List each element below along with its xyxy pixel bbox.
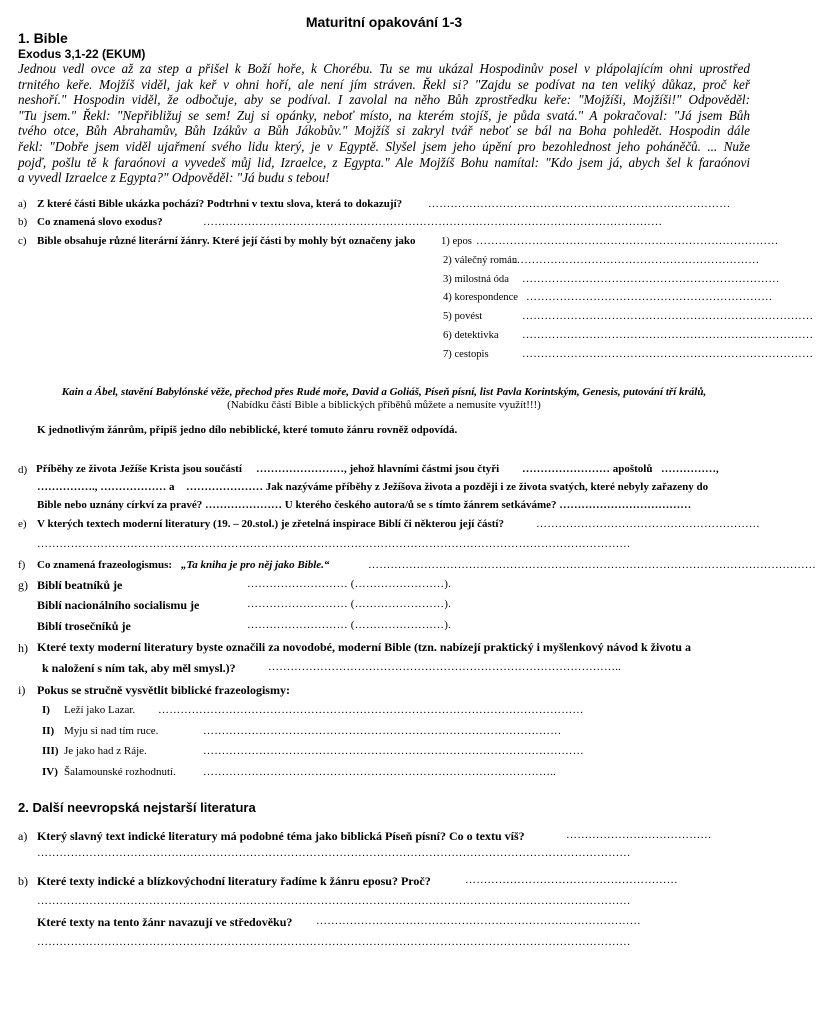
answer-line[interactable]: ……………………… (……………………). <box>247 619 452 631</box>
question-a-text: Z které části Bible ukázka pochází? Podtrhni v textu slova, která to dokazují? <box>37 198 403 210</box>
offer-note: (Nabídku částí Bible a biblických příběhů můžete a nemusíte využít!!!) <box>227 399 541 411</box>
question-c-text: Bible obsahuje různé literární žánry. Které její části by mohly být označeny jako <box>37 235 416 247</box>
answer-line[interactable]: ……………, <box>661 463 719 475</box>
genre-label: 2) válečný román <box>443 255 518 266</box>
answer-line[interactable]: ………………………………… <box>566 829 712 841</box>
bible-of-label: Biblí nacionálního socialismu je <box>37 598 200 612</box>
answer-line[interactable]: ……………………………………………………………………… <box>476 235 779 247</box>
question-b-text: Co znamená slovo exodus? <box>37 216 163 228</box>
question-marker: g) <box>18 578 28 592</box>
answer-line[interactable]: …………………………………………………………………………………………………… <box>158 704 584 716</box>
exodus-passage <box>18 61 750 186</box>
genre-label: 7) cestopis <box>443 349 489 360</box>
answer-line[interactable]: …………………………………………………………………………………………………………………………………………… <box>37 847 631 859</box>
passage-line: a vyvedl Izraelce z Egypta?" Odpověděl: "Já budu s tebou! <box>18 170 330 186</box>
roman-numeral: IV) <box>42 766 58 778</box>
roman-numeral: I) <box>42 704 50 716</box>
section-heading-non-european: 2. Další neevropská nejstarší literatura <box>18 800 256 815</box>
question-d-text: Příběhy ze života Ježíše Krista jsou součástí <box>36 463 242 475</box>
answer-line[interactable]: …………………………………………………………………………………………………………………………………………… <box>37 936 631 948</box>
question-f-text: Co znamená frazeologismus: <box>37 559 173 571</box>
answer-line[interactable]: ………………………………………………………… <box>513 254 760 266</box>
bible-parts-offer: Kain a Ábel, stavění Babylónské věže, přechod přes Rudé moře, David a Goliáš, Píseň písní, list Pavla Korintským, Genesis, putování tří králů, <box>61 386 707 398</box>
answer-line[interactable]: ………………………………………………………………………………………… <box>203 745 584 757</box>
passage-line: Jednou vedl ovce až za step a přišel k Boží hoře, k Chorébu. Tu se mu ukázal Hospodinův posel v plápolajícím ohni uprostřed <box>18 61 750 76</box>
answer-line[interactable]: ………………………………………………………………………………….. <box>268 661 622 673</box>
answer-line[interactable]: ………………………………………………… <box>465 874 678 886</box>
answer-line[interactable]: …………………………………………………………………… <box>522 348 814 360</box>
genre-label: 5) povést <box>443 311 483 322</box>
question-d-text: ……………………, jehož hlavními částmi jsou čtyři <box>256 463 500 475</box>
answer-line[interactable]: …………………………………………………………… <box>522 273 780 285</box>
genre-instruction: K jednotlivým žánrům, připiš jedno dílo nebiblické, které tomuto žánru rovněž odpovídá. <box>37 424 458 436</box>
frazeologism: Myju si nad tím ruce. <box>64 725 159 737</box>
scripture-reference: Exodus 3,1-22 (EKUM) <box>18 47 146 61</box>
answer-line[interactable]: …………………………………………………………………………… <box>316 915 641 927</box>
question-marker: d) <box>18 464 28 476</box>
question-marker: c) <box>18 235 27 247</box>
frazeologism: Leží jako Lazar. <box>64 704 136 716</box>
question-d-text: Bible nebo uznány církví za pravé? ………………… U kterého českého autora/ů se s tímto žánrem setkáváme? ……………………………… <box>37 499 692 511</box>
passage-line: pojď, pošlu tě k faraónovi a vyvedeš můj lid, Izraelce, z Egypta." Ale Mojžíš Bohu namítal: "Kdo jsem já, abych šel k faraónovi <box>18 154 750 170</box>
passage-line: "Tu jsem." Řekl: "Nepřibližuj se sem! Zuj si opánky, neboť místo, na kterém stojíš, je půda svatá." A pokračoval: "Já jsem Bůh <box>18 107 750 123</box>
answer-line[interactable]: ………………………………………………………… <box>526 291 773 303</box>
question-i-text: Pokus se stručně vysvětlit biblické frazeologismy: <box>37 683 290 697</box>
passage-line: trnitého keře. Mojžíš viděl, jak keř v ohni hoří, ale není jím stráven. Řekl si? "Zajdu se podívat na ten veliký důkaz, proč keř <box>18 76 750 92</box>
question-d-text: ………………… Jak nazýváme příběhy z Ježíšova života a později i ze života svatých, které nebyly zařazeny do <box>186 481 709 493</box>
genre-label: 1) epos <box>441 236 472 247</box>
question-d-text: ……………., ……………… a <box>37 481 175 493</box>
question-marker: h) <box>18 641 28 655</box>
passage-line: řekl: "Dobře jsem viděl ujařmení svého lidu který, je v Egyptě. Slyšel jsem jeho úpění pro bezohlednost jeho poháněčů. ... Nuže <box>18 138 750 154</box>
section-heading-bible: 1. Bible <box>18 30 68 46</box>
passage-line: tvého otce, Bůh Abrahamův, Bůh Izákův a Bůh Jákobův." Mojžíš si zakryl tvář neboť se bál na Boha pohledět. Hospodin dále <box>18 123 750 139</box>
question-marker: b) <box>18 216 28 228</box>
answer-line[interactable]: …………………………………………………………………… <box>522 310 814 322</box>
question-h-text: Které texty moderní literatury byste označili za novodobé, moderní Bible (tzn. nabízejí praktický i myšlenkový návod k životu a <box>37 640 691 654</box>
question-marker: i) <box>18 683 26 697</box>
bible-of-label: Biblí trosečníků je <box>37 619 131 633</box>
genre-label: 3) milostná óda <box>443 274 509 285</box>
page-title: Maturitní opakování 1-3 <box>305 14 463 30</box>
answer-line[interactable]: …………………………………………………………………………………………………………………………………………… <box>37 895 631 907</box>
answer-line[interactable]: ……………………… (……………………). <box>247 598 452 610</box>
genre-label: 6) detektivka <box>443 330 499 341</box>
question-e-text: V kterých textech moderní literatury (19. – 20.stol.) je zřetelná inspirace Biblí či některou její částí? <box>37 518 504 530</box>
question-d-text: …………………… apoštolů <box>522 463 653 475</box>
passage-line: neshoří." Hospodin viděl, že odbočuje, aby se podíval. I zavolal na něho Bůh zprostředku keře: "Mojžíši, Mojžíši!" Odpověděl: <box>18 92 750 108</box>
question-h-text: k naložení s ním tak, aby měl smysl.)? <box>42 661 236 675</box>
question-2b-text: Které texty indické a blízkovýchodní literatury řadíme k žánru eposu? Proč? <box>37 874 431 888</box>
roman-numeral: III) <box>42 745 59 757</box>
answer-line[interactable]: …………………………………………………………………… <box>522 329 814 341</box>
frazeologism: Šalamounské rozhodnutí. <box>64 766 176 778</box>
answer-line[interactable]: ……………………… (……………………). <box>247 578 452 590</box>
answer-line[interactable]: …………………………………………………………………………………………………………………………………………… <box>37 538 631 550</box>
roman-numeral: II) <box>42 725 55 737</box>
genre-label: 4) korespondence <box>443 292 519 303</box>
answer-line[interactable]: ……………………………………………………………………… <box>428 198 731 210</box>
question-marker: f) <box>18 559 26 571</box>
question-2a-text: Který slavný text indické literatury má podobné téma jako biblická Píseň písní? Co o textu víš? <box>37 829 525 843</box>
question-marker: a) <box>18 829 28 843</box>
question-2b-followup: Které texty na tento žánr navazují ve středověku? <box>37 915 293 929</box>
answer-line[interactable]: ………………………………………………………………………………….. <box>203 766 557 778</box>
frazeologism-quote: „Ta kniha je pro něj jako Bible.“ <box>181 559 330 571</box>
question-marker: b) <box>18 874 28 888</box>
question-marker: e) <box>18 518 27 530</box>
answer-line[interactable]: …………………………………………………… <box>536 518 760 530</box>
bible-of-label: Biblí beatníků je <box>37 578 123 592</box>
question-marker: a) <box>18 198 27 210</box>
answer-line[interactable]: …………………………………………………………………………………… <box>203 725 562 737</box>
frazeologism: Je jako had z Ráje. <box>64 745 147 757</box>
answer-line[interactable]: ………………………………………………………………………………………………………… <box>368 559 816 571</box>
answer-line[interactable]: …………………………………………………………………………………………………………… <box>203 216 663 228</box>
